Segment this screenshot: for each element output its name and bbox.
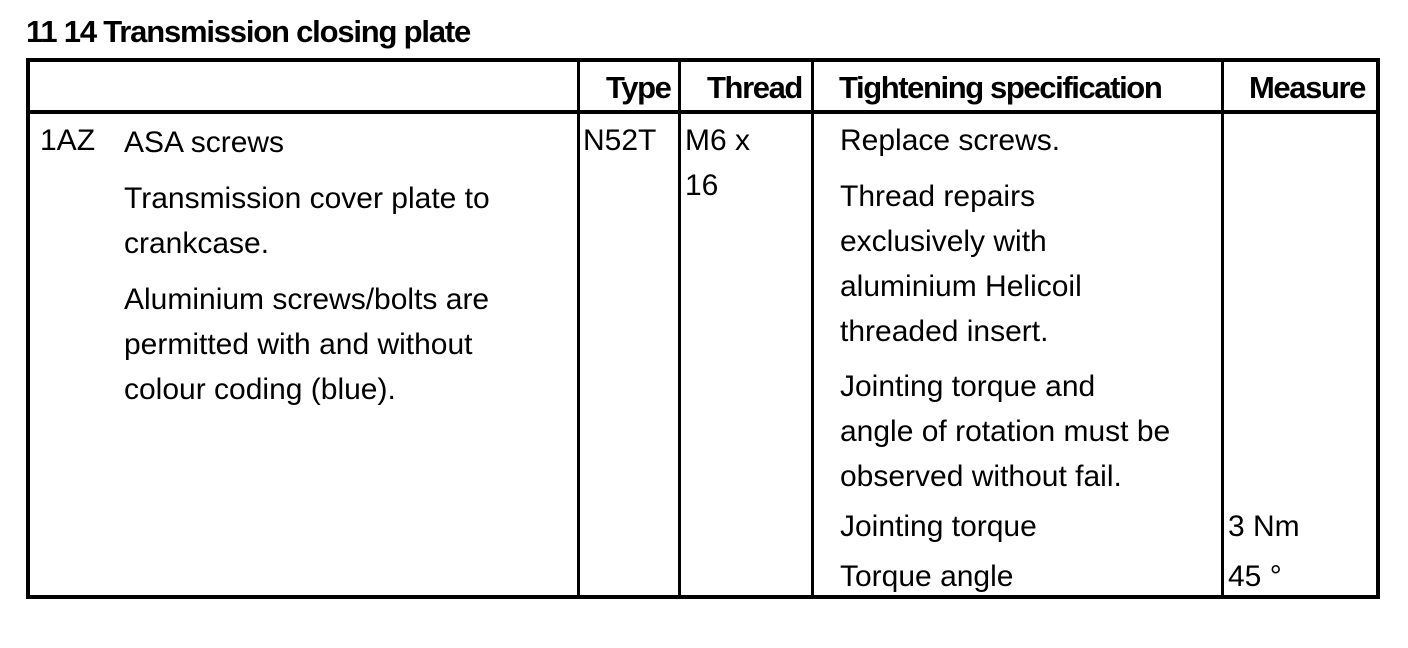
measure-torque-angle: 45 ° [1228, 560, 1282, 593]
header-measure: Measure [1249, 70, 1365, 105]
table-header-row [30, 62, 1376, 114]
spec-line: Thread repairs [840, 180, 1036, 213]
column-divider [1221, 62, 1224, 595]
spec-line: aluminium Helicoil [840, 270, 1082, 303]
spec-torque-angle-label: Torque angle [840, 560, 1014, 593]
spec-line: Jointing torque and [840, 370, 1096, 403]
header-thread: Thread [707, 70, 802, 105]
spec-line: angle of rotation must be [840, 415, 1171, 448]
item-description-line: Transmission cover plate to [124, 182, 490, 215]
spec-line: exclusively with [840, 225, 1047, 258]
item-description-line: crankcase. [124, 227, 270, 260]
spec-line: Replace screws. [840, 124, 1061, 157]
type-value: N52T [583, 124, 657, 157]
page-title: 11 14 Transmission closing plate [26, 14, 471, 49]
measure-jointing-torque: 3 Nm [1228, 510, 1300, 543]
item-description-line: Aluminium screws/bolts are [124, 283, 490, 316]
item-description-line: colour coding (blue). [124, 373, 396, 406]
thread-value-line: M6 x [685, 124, 751, 157]
spec-line: observed without fail. [840, 460, 1122, 493]
column-divider [577, 62, 580, 595]
column-divider [811, 62, 814, 595]
header-type: Type [606, 70, 671, 105]
item-code: 1AZ [40, 124, 96, 157]
thread-value-line: 16 [685, 169, 719, 202]
item-description-line: permitted with and without [124, 328, 473, 361]
spec-table [26, 58, 1380, 599]
item-name: ASA screws [124, 126, 285, 159]
column-divider [678, 62, 681, 595]
spec-line: threaded insert. [840, 315, 1049, 348]
spec-jointing-torque-label: Jointing torque [840, 510, 1037, 543]
header-tightening-specification: Tightening specification [839, 70, 1162, 105]
